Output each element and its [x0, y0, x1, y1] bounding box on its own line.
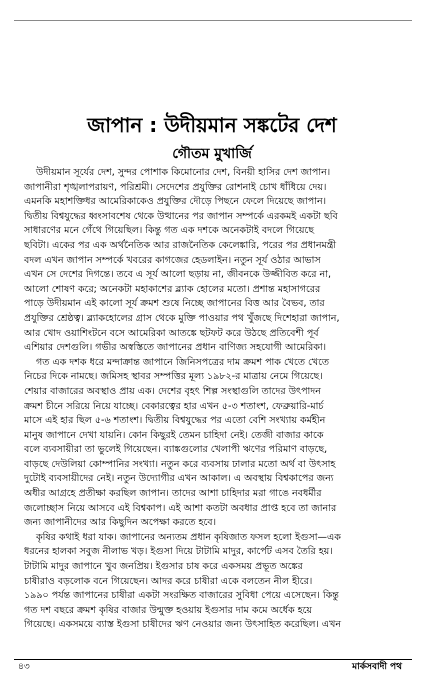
body-line: চাষীরাও বড়লোক বনে গিয়েছেন। আদর করে চাষীরা একে বলতেন নীল হীরে। [24, 575, 313, 587]
article-body [24, 166, 402, 633]
body-line: এমনকি মহাশক্তিধর আমেরিকাকেও প্রযুক্তির দৌড়ে পিছনে ফেলে দিয়েছে জাপান। [24, 196, 327, 208]
body-line: বদল এখন জাপান সম্পর্কে খবরের কাগজের হেডলাইন। নতুন সূর্য ওঠার আভাস [24, 254, 321, 266]
body-line: মাসে এই হার ছিল ৫-৬ শতাংশ। দ্বিতীয় বিশ্বযুদ্ধের পর এতো বেশি সংখ্যায় কর্মহীন [24, 415, 326, 427]
body-line: জলোচ্ছাস নিয়ে আসবে এই বিশ্বকাপ। এই আশা কতটা অবধার প্রাপ্ত হবে তা জানার [24, 502, 337, 514]
body-line: আলো শোষণ করে; অনেকটা মহাকাশের ব্ল্যাক হোলের মতো। প্রশান্ত মহাসাগরের [24, 283, 321, 295]
body-line: এখন সে দেশের দিগন্তে। তবে এ সূর্য আলো ছড়ায় না, জীবনকে উজ্জীবিত করে না, [24, 269, 331, 281]
body-line: ১৯৯০ পর্যন্ত জাপানের চাষীরা একটা সংরক্ষিত বাজারের সুবিধা পেয়ে এসেছেন। কিন্তু [24, 590, 339, 602]
body-line: দ্বিতীয় বিশ্বযুদ্ধের ধ্বংসাবশেষ থেকে উত্থানের পর জাপান সম্পর্কে এরকমই একটা ছবি [24, 210, 338, 222]
page-number: ৪৩ [18, 662, 30, 672]
article-author: গৌতম মুখার্জি [172, 146, 252, 162]
body-line: জন্য জাপানীদের আর কিছুদিন অপেক্ষা করতে হবে। [24, 517, 216, 529]
body-line: গত এক দশক ধরে মন্দাক্রান্ত জাপানে জিনিসপত্রের দাম ক্রমশ পাক খেতে খেতে [36, 356, 330, 368]
body-line: জাপানীরা শৃঙ্খলাপরায়ণ, পরিশ্রমী। সেদেশের প্রযুক্তির রোশনাই চোখ ধাঁধিয়ে দেয়। [24, 181, 327, 193]
body-line: বলে ব্যবসায়ীরা তা ভুলেই গিয়েছেন। ব্যাঙ্কগুলোর খেলাপী ঋণের পরিমাণ বাড়ছে, [24, 444, 328, 456]
body-line: টাটামি মাদুর জাপানে খুব জনপ্রিয়। ইগুসার চাষ করে একসময় প্রভূত অঙ্কের [24, 561, 303, 573]
body-line: ছবিটা। একের পর এক অর্থনৈতিক আর রাজনৈতিক কেলেঙ্কারি, পরের পর প্রধানমন্ত্রী [24, 239, 337, 251]
body-line: প্রযুক্তির শ্রেষ্ঠত্ব। ব্ল্যাকহোলের গ্রাস থেকে মুক্তি পাওয়ার পথ খুঁজছে দিশেহারা জাপান, [24, 312, 340, 324]
top-border-line [14, 20, 412, 21]
body-line: ক্রমশ চীনে সরিয়ে নিয়ে যাচ্ছে। বেকারত্বের হার এখন ৫-৩ শতাংশ, ফেব্রুয়ারি-মার্চ [24, 400, 324, 412]
body-line: গত দশ বছরে ক্রমশ কৃষির বাজার উন্মুক্ত হওয়ায় ইগুসার দাম কমে অর্ধেক হয়ে [24, 604, 313, 616]
body-line: পাড়ে উদীয়মান এই কালো সূর্য ক্রমশ শুষে নিচ্ছে জাপানের বিত্ত আর বৈভব, তার [24, 298, 325, 310]
body-line: উদীয়মান সূর্যের দেশ, সুন্দর পোশাক কিমোনোর দেশ, বিনয়ী হাসির দেশ জাপান। [36, 167, 331, 178]
journal-name: মার্কসবাদী পথ [352, 662, 402, 672]
article-title: জাপান : উদীয়মান সঙ্কটের দেশ [87, 113, 337, 137]
body-line: এশিয়ার দেশগুলি। গভীর অস্বস্তিতে জাপানের প্রধান বাণিজ্য সহযোগী আমেরিকা। [24, 342, 327, 354]
body-line: শেয়ার বাজারের অবস্থাও প্রায় এক। দেশের বৃহৎ শিল্প সংস্থাগুলি তাদের উৎপাদন [24, 385, 321, 397]
body-line: ধরনের হালকা সবুজ নীলাভ খড়। ইগুসা দিয়ে টাটামি মাদুর, কার্পেট এসব তৈরি হয়। [24, 546, 333, 558]
body-line: গিয়েছে। একসময়ে ব্যাস্ত ইগুসা চাষীদের ঋণ নেওয়ার জন্য উৎসাহিত করেছিল। এখন [24, 619, 342, 631]
body-line: বাড়ছে দেউলিয়া কোম্পানির সংখ্যা। নতুন করে ব্যবসায় ঢালার মতো অর্থ বা উৎসাহ [24, 458, 336, 470]
body-line: কৃষির কথাই ধরা যাক। জাপানের অন্যতম প্রধান কৃষিজাত ফসল হলো ইগুসা—এক [36, 531, 341, 543]
body-line: সাধারণের মনে গেঁথে গিয়েছিল। কিন্তু গত এক দশকে অনেকটাই বদলে গিয়েছে [24, 225, 314, 237]
body-line: আর খোদ ওয়াশিংটনে বসে আমেরিকা আতঙ্কে ছটফট করে উঠছে প্রতিবেশী পূর্ব [24, 327, 319, 339]
body-line: নিচের দিকে নামছে। জমিসহ স্থাবর সম্পত্তির মূল্য ১৯৮২-র মাত্রায় নেমে গিয়েছে। [24, 371, 323, 383]
body-line: অধীর আগ্রহে প্রতীক্ষা করছিল জাপান। তাদের আশা চাহিদার মরা গাঙে নবধর্মীর [24, 488, 322, 500]
footer-line [14, 659, 412, 660]
body-line: মানুষ জাপানে দেখা যায়নি। কোন কিছুরই তেমন চাহিদা নেই। তেজী বাজার কাকে [24, 429, 324, 441]
body-line: দুটোই ব্যবসায়ীদের নেই। নতুন উদ্যোগীর এখন আকাল। এ অবস্থায় বিশ্বকাপের জন্য [24, 473, 334, 485]
